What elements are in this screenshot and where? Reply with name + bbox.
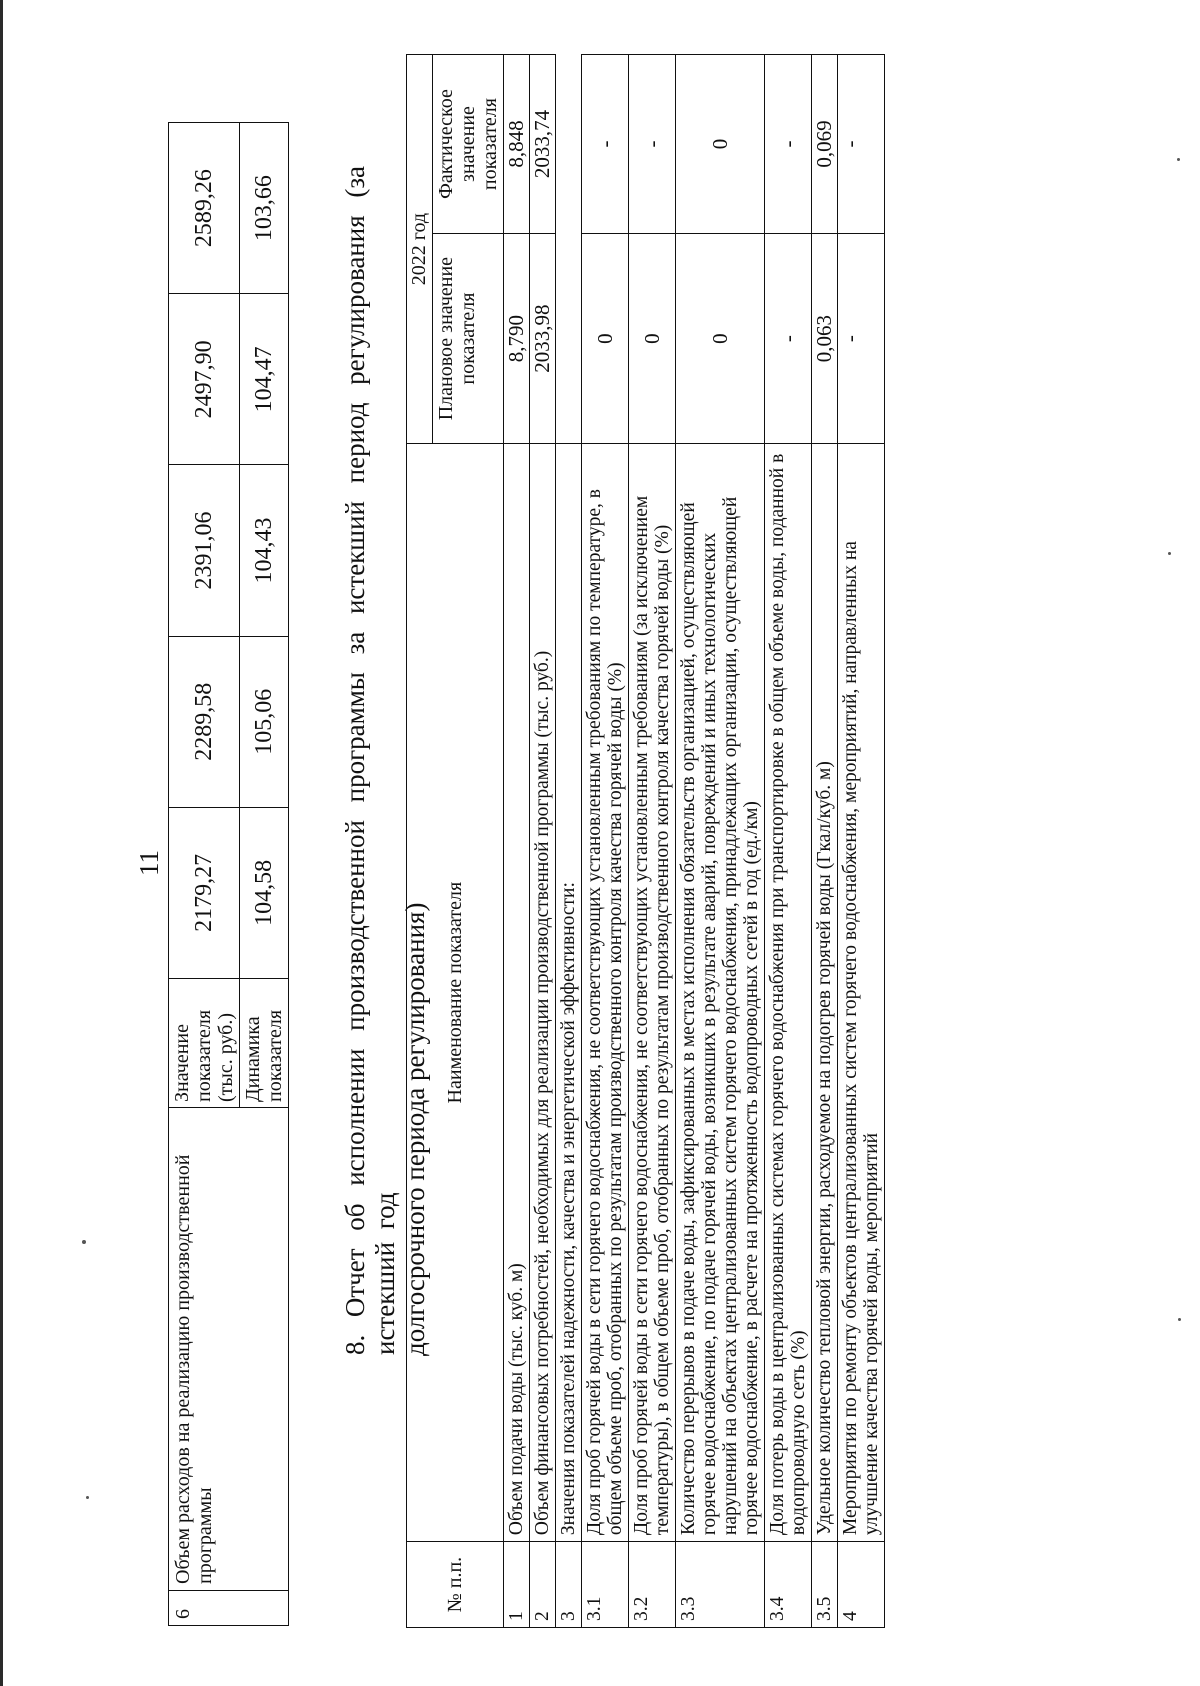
- table-row: [629, 55, 676, 1628]
- row-name: Объем финансовых потребностей, необходимых для реализации производственной программы (тыс. руб.): [530, 444, 556, 1542]
- plan-value: 8,790: [504, 234, 530, 444]
- table-row: [504, 55, 530, 1628]
- fact-value: -: [765, 55, 812, 234]
- row-name: Значения показателей надежности, качества и энергетической эффективности:: [556, 444, 582, 1542]
- row-number: 3.3: [676, 1542, 765, 1628]
- fact-value: 8,848: [504, 55, 530, 234]
- row-name: Удельное количество тепловой энергии, расходуемое на подогрев горячей воды (Гкал/куб. м): [812, 444, 838, 1542]
- row-name: Мероприятия по ремонту объектов централизованных систем горячего водоснабжения, мероприятий, направленных на улучшение качества горячей воды, мероприятий: [838, 444, 885, 1542]
- row-number: 2: [530, 1542, 556, 1628]
- header-year: 2022 год: [407, 55, 433, 444]
- table-row: [556, 55, 582, 1628]
- header-plan: Плановое значение показателя: [433, 234, 504, 444]
- value-cell: 104,47: [240, 294, 289, 465]
- row-name: Объем подачи воды (тыс. куб. м): [504, 444, 530, 1542]
- plan-value: 0,063: [812, 234, 838, 444]
- table-row: [838, 55, 885, 1628]
- plan-value: 0: [629, 234, 676, 444]
- row-name: Доля потерь воды в централизованных системах горячего водоснабжения при транспортировке в общем объеме воды, поданной в водопроводную сеть (%): [765, 444, 812, 1542]
- table-row: [582, 55, 629, 1628]
- row-name: Объем расходов на реализацию производственной программы: [169, 1108, 289, 1591]
- heading-line: долгосрочного периода регулирования): [400, 902, 430, 1356]
- value-cell: 104,43: [240, 465, 289, 636]
- header-num: № п.п.: [407, 1542, 504, 1628]
- value-cell: 103,66: [240, 123, 289, 294]
- value-cell: 104,58: [240, 807, 289, 978]
- plan-value: -: [765, 234, 812, 444]
- value-cell: 2497,90: [169, 294, 240, 465]
- header-name: Наименование показателя: [407, 444, 504, 1542]
- row-name: Доля проб горячей воды в сети горячего водоснабжения, не соответствующих установленным требованиям (за исключением температуры), в общем объеме проб, отобранных по результатам производственного контроля качества горячей воды (%): [629, 444, 676, 1542]
- fact-value: -: [629, 55, 676, 234]
- header-fact: Фактическое значение показателя: [433, 55, 504, 234]
- row-number: 4: [838, 1542, 885, 1628]
- value-cell: 2589,26: [169, 123, 240, 294]
- program-expenses-table: [168, 122, 289, 1626]
- row-number: 3.2: [629, 1542, 676, 1628]
- value-cell: 2179,27: [169, 807, 240, 978]
- row-name: Доля проб горячей воды в сети горячего водоснабжения, не соответствующих установленным требованиям по температуре, в общем объеме проб, отобранных по результатам производственного контроля качества горячей воды (%): [582, 444, 629, 1542]
- table-row: [169, 123, 240, 1626]
- row-number: 3.1: [582, 1542, 629, 1628]
- table-row: [765, 55, 812, 1628]
- page-number: 11: [134, 850, 164, 876]
- table-row: [812, 55, 838, 1628]
- fact-value: 2033,74: [530, 55, 556, 234]
- report-table: [406, 54, 885, 1628]
- row-number: 1: [504, 1542, 530, 1628]
- row-number: 3.5: [812, 1542, 838, 1628]
- row-label: Значение показателя (тыс. руб.): [169, 979, 240, 1108]
- table-header-row: [407, 55, 433, 1628]
- empty-value-cell: [556, 55, 582, 444]
- fact-value: -: [838, 55, 885, 234]
- table-row: [676, 55, 765, 1628]
- row-number: 6: [169, 1591, 289, 1626]
- fact-value: 0,069: [812, 55, 838, 234]
- row-number: 3: [556, 1542, 582, 1628]
- value-cell: 2391,06: [169, 465, 240, 636]
- value-cell: 2289,58: [169, 636, 240, 807]
- row-label: Динамика показателя: [240, 979, 289, 1108]
- row-number: 3.4: [765, 1542, 812, 1628]
- row-name: Количество перерывов в подаче воды, зафиксированных в местах исполнения обязательств организацией, осуществляющей горячее водоснабжение, по подаче горячей воды, возникших в результате аварий, повреждений и иных технологических нарушений на объектах централизованных систем горячего водоснабжения, принадлежащих организации, осуществляющей горячее водоснабжение, в расчете на протяженность водопроводных сетей в год (ед./км): [676, 444, 765, 1542]
- plan-value: 0: [582, 234, 629, 444]
- table-row: [530, 55, 556, 1628]
- fact-value: -: [582, 55, 629, 234]
- value-cell: 105,06: [240, 636, 289, 807]
- plan-value: 2033,98: [530, 234, 556, 444]
- plan-value: 0: [676, 234, 765, 444]
- fact-value: 0: [676, 55, 765, 234]
- heading-line: 8. Отчет об исполнении производственной программы за истекший период регулирования (за истекший год: [340, 166, 400, 1355]
- plan-value: -: [838, 234, 885, 444]
